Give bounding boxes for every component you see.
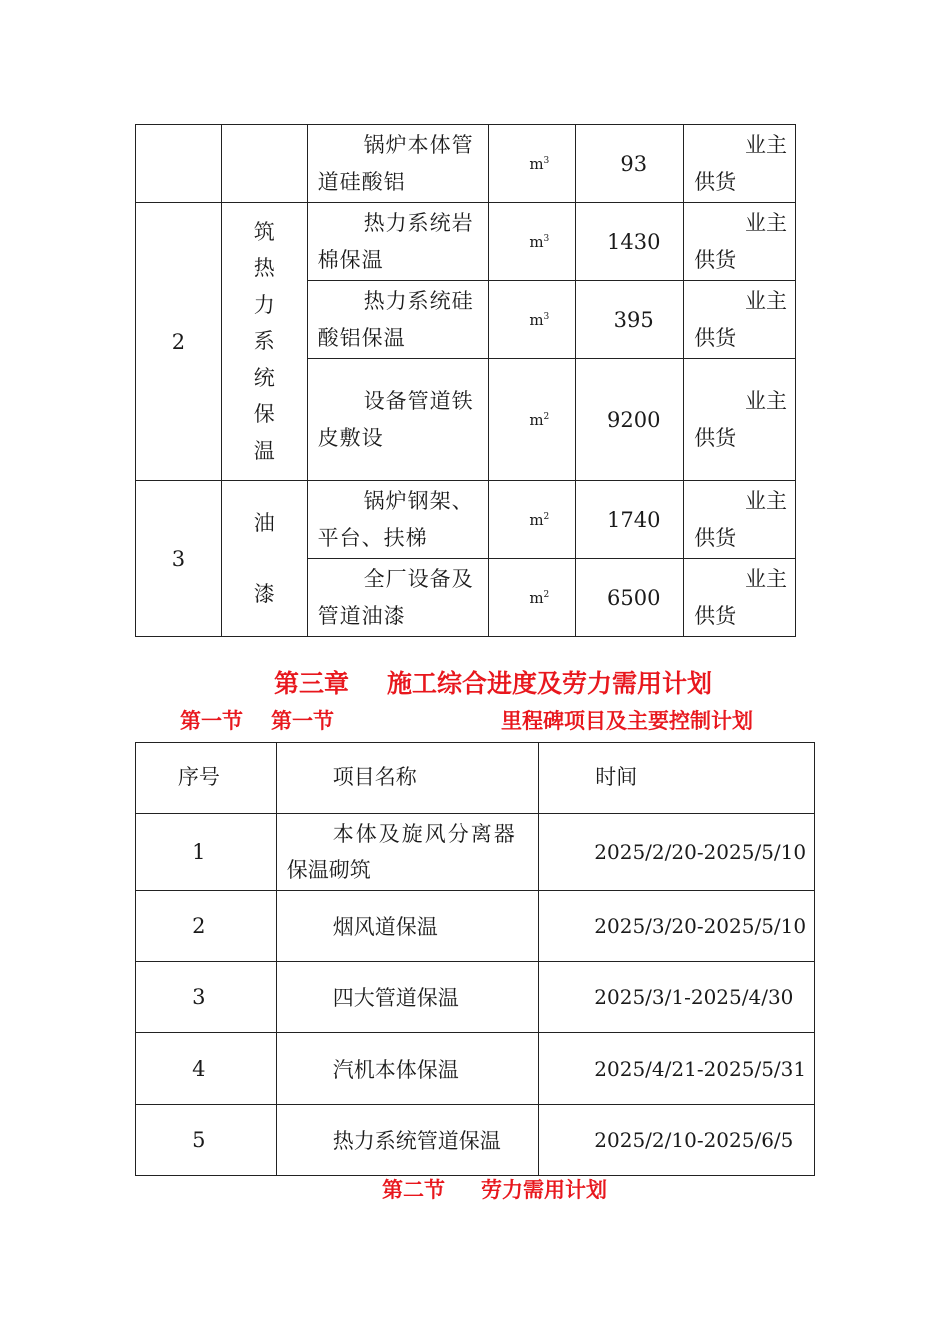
item-name: 热力系统岩 棉保温 — [307, 203, 489, 281]
item-name: 热力系统硅 酸铝保温 — [307, 281, 489, 359]
supply: 业主 供货 — [684, 359, 796, 481]
supply: 业主 供货 — [684, 559, 796, 637]
chapter-label: 第三章 — [274, 669, 350, 698]
time-range: 2025/4/21-2025/5/31 — [539, 1033, 815, 1105]
table-cell — [221, 125, 307, 203]
quantity: 395 — [576, 281, 684, 359]
row-number: 3 — [136, 962, 277, 1033]
section-label: 第二节 — [382, 1178, 445, 1202]
table-row — [136, 203, 796, 281]
table-row — [136, 481, 796, 559]
section-title: 劳力需用计划 — [481, 1178, 607, 1202]
chapter-heading — [274, 664, 712, 700]
item-name: 锅炉钢架、 平台、扶梯 — [307, 481, 489, 559]
table-row — [136, 962, 815, 1033]
section-label: 第一节 — [180, 709, 243, 733]
time-range: 2025/2/20-2025/5/10 — [539, 814, 815, 891]
supply: 业主 供货 — [684, 481, 796, 559]
time-range: 2025/3/1-2025/4/30 — [539, 962, 815, 1033]
quantity: 93 — [576, 125, 684, 203]
group-number: 3 — [136, 481, 222, 637]
item-name: 设备管道铁 皮敷设 — [307, 359, 489, 481]
table-header-row — [136, 743, 815, 814]
row-number: 2 — [136, 891, 277, 962]
supply: 业主 供货 — [684, 281, 796, 359]
unit: $m^2$ — [489, 359, 576, 481]
project-name: 热力系统管道保温 — [276, 1105, 539, 1176]
section-title: 里程碑项目及主要控制计划 — [501, 709, 753, 733]
table-row — [136, 125, 796, 203]
quantity: 1430 — [576, 203, 684, 281]
supply: 业主 供货 — [684, 203, 796, 281]
row-number: 5 — [136, 1105, 277, 1176]
table-row — [136, 1105, 815, 1176]
section-label: 第一节 — [271, 709, 334, 733]
table-cell — [136, 125, 222, 203]
row-number: 1 — [136, 814, 277, 891]
unit: $m^3$ — [489, 125, 576, 203]
row-number: 4 — [136, 1033, 277, 1105]
time-range: 2025/2/10-2025/6/5 — [539, 1105, 815, 1176]
project-name: 烟风道保温 — [276, 891, 539, 962]
unit: $m^2$ — [489, 559, 576, 637]
project-name: 本体及旋风分离器 保温砌筑 — [276, 814, 539, 891]
supply: 业主 供货 — [684, 125, 796, 203]
unit: $m^3$ — [489, 203, 576, 281]
project-name: 汽机本体保温 — [276, 1033, 539, 1105]
table-row — [136, 1033, 815, 1105]
item-name: 全厂设备及 管道油漆 — [307, 559, 489, 637]
table-row — [136, 814, 815, 891]
group-number: 2 — [136, 203, 222, 481]
project-name: 四大管道保温 — [276, 962, 539, 1033]
item-name: 锅炉本体管 道硅酸铝 — [307, 125, 489, 203]
group-category: 油 漆 — [221, 481, 307, 637]
unit: $m^2$ — [489, 481, 576, 559]
unit: $m^3$ — [489, 281, 576, 359]
quantity: 9200 — [576, 359, 684, 481]
column-header: 序号 — [136, 743, 277, 814]
table-row — [136, 891, 815, 962]
materials-table — [135, 124, 796, 637]
quantity: 1740 — [576, 481, 684, 559]
section-heading — [382, 1174, 607, 1204]
column-header: 时间 — [539, 743, 815, 814]
chapter-title: 施工综合进度及劳力需用计划 — [387, 669, 713, 698]
time-range: 2025/3/20-2025/5/10 — [539, 891, 815, 962]
group-category: 筑 热 力 系 统 保 温 — [221, 203, 307, 481]
column-header: 项目名称 — [276, 743, 539, 814]
quantity: 6500 — [576, 559, 684, 637]
milestone-table — [135, 742, 815, 1176]
